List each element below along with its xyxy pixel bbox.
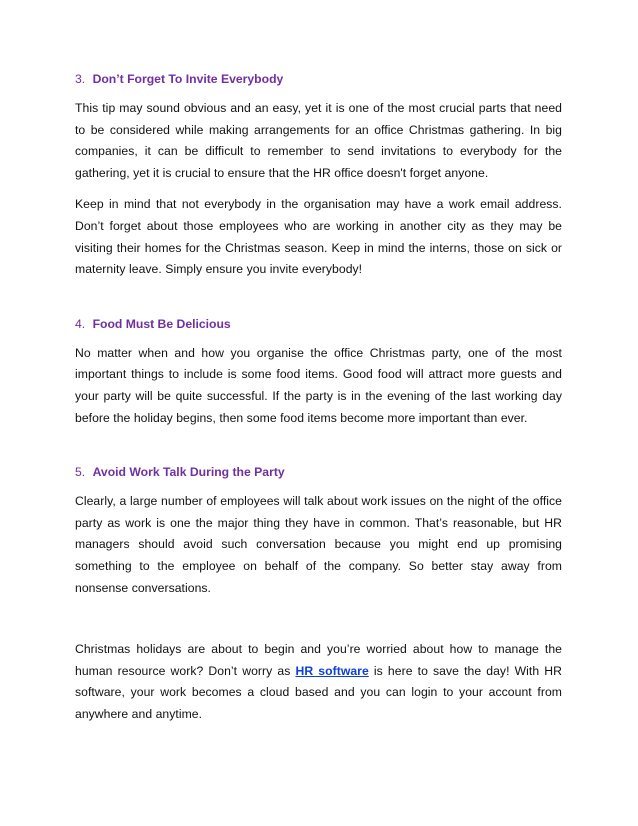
spacer bbox=[75, 291, 562, 313]
paragraph: No matter when and how you organise the office Christmas party, one of the most important things to include is some food items. Good food will attract more guests and your party will be quite successful. If the party is in the evening of the last working day before the holiday begins, then some food items become more important than ever. bbox=[75, 345, 562, 425]
closing-text-after: is here to save the day! With HR software, your work becomes a cloud based and you can login to your account from anywhere and anytime. bbox=[75, 663, 563, 721]
section-title: Food Must Be Delicious bbox=[92, 316, 231, 331]
section-number: 4. bbox=[75, 316, 86, 331]
hr-software-link[interactable]: HR software bbox=[295, 663, 369, 678]
section-food-delicious bbox=[75, 313, 562, 429]
spacer bbox=[75, 439, 562, 461]
closing-text-before: Christmas holidays are about to begin and you’re worried about how to manage the human resource work? Don’t worry as bbox=[75, 642, 562, 678]
section-avoid-work-talk bbox=[75, 461, 562, 599]
paragraph: This tip may sound obvious and an easy, yet it is one of the most crucial parts that need to be considered while making arrangements for an office Christmas gathering. In big companies, it can be difficult to remember to send invitations to everybody for the gathering, yet it is crucial to ensure that the HR office doesn't forget anyone. bbox=[75, 101, 562, 180]
closing-paragraph bbox=[75, 639, 562, 725]
section-title: Avoid Work Talk During the Party bbox=[92, 465, 285, 480]
paragraph: Keep in mind that not everybody in the organisation may have a work email address. Don’t forget about those employees who are working in another city as they may be visiting their homes for the Christmas season. Keep in mind the interns, those on sick or maternity leave. Simply ensure you invite everybody! bbox=[75, 197, 562, 277]
spacer bbox=[75, 609, 562, 639]
section-title: Don’t Forget To Invite Everybody bbox=[92, 72, 284, 86]
paragraph: Clearly, a large number of employees will talk about work issues on the night of the office party as work is one the major thing they have in common. That’s reasonable, but HR managers should avoid such conversation because you might end up promising something to the employee on behalf of the company. So better stay away from nonsense conversations. bbox=[75, 494, 562, 595]
section-number: 5. bbox=[75, 465, 86, 480]
section-number: 3. bbox=[75, 72, 86, 86]
section-heading bbox=[75, 313, 562, 335]
section-invite-everybody bbox=[75, 68, 562, 281]
section-heading bbox=[75, 461, 562, 483]
document-page bbox=[75, 68, 562, 735]
section-heading bbox=[75, 68, 562, 90]
